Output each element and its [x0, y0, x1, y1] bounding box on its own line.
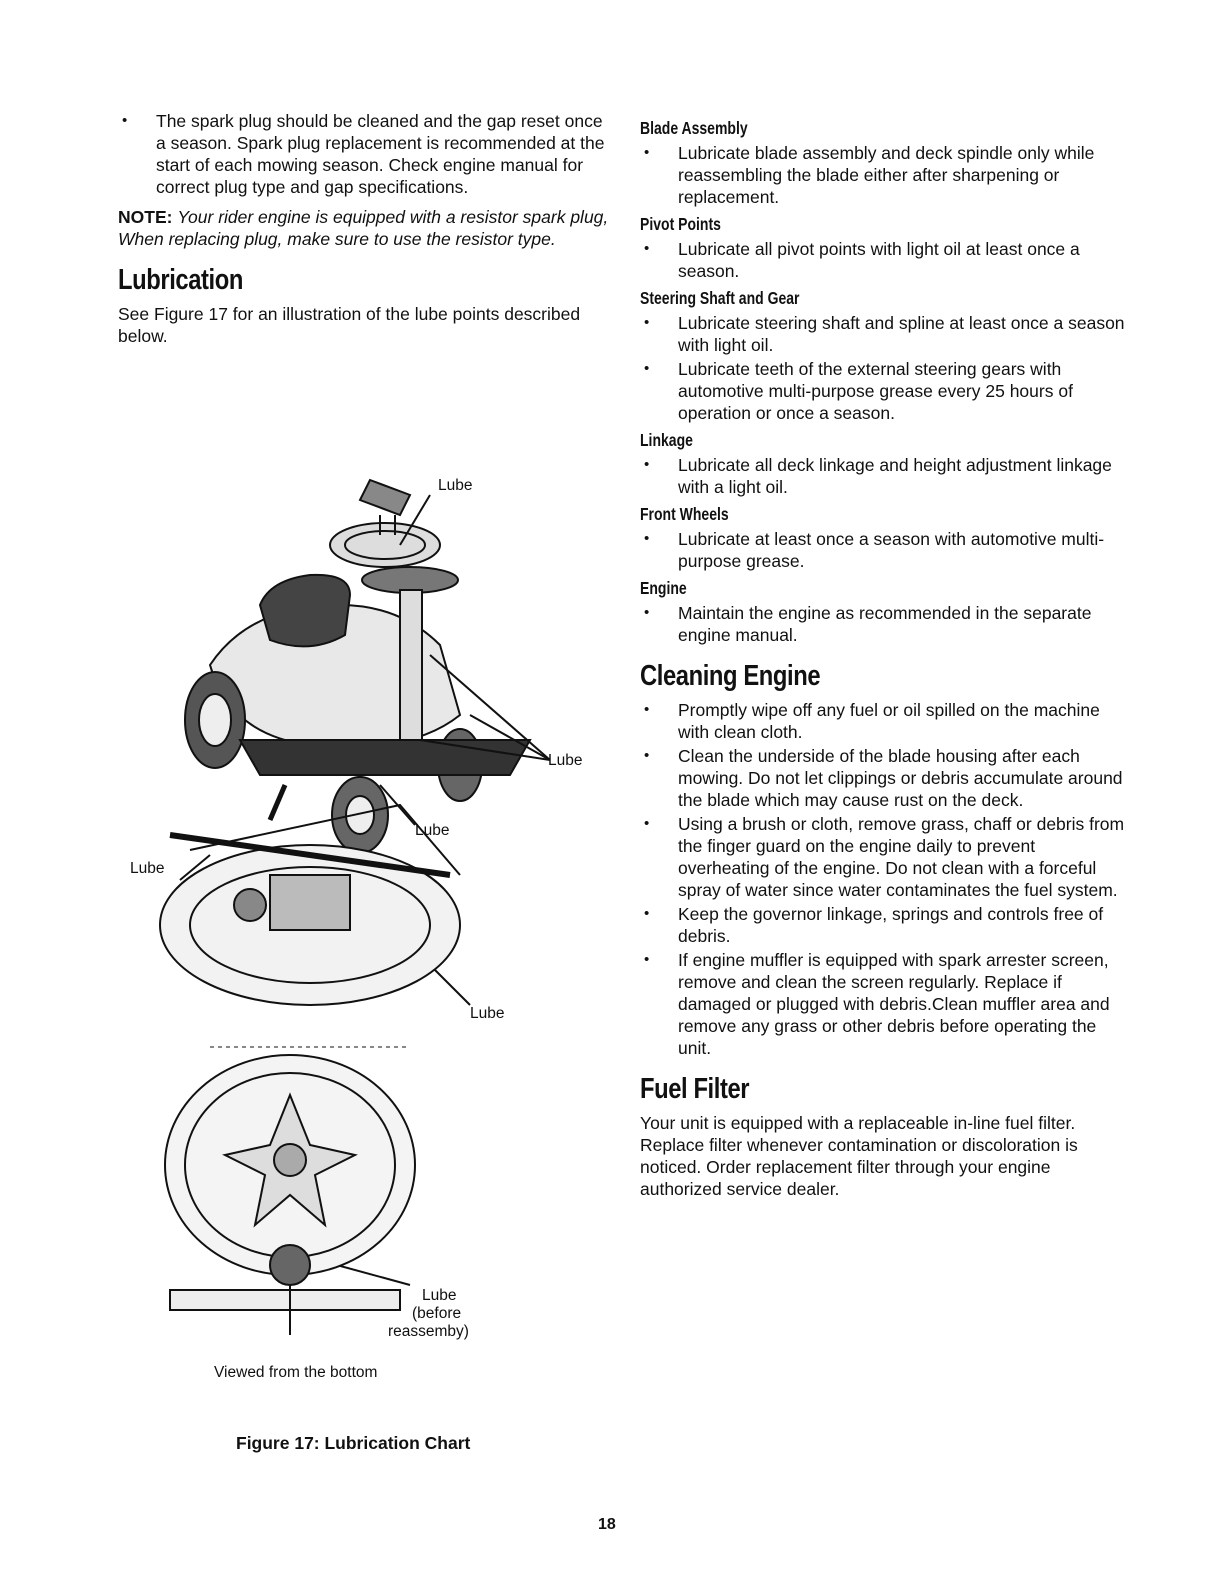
lubrication-figure [130, 455, 620, 1355]
front-wheels-list [640, 528, 1130, 572]
cleaning-engine-heading: Cleaning Engine [640, 660, 821, 692]
list-item: • If engine muffler is equipped with spark arrester screen, remove and clean the screen regularly. Replace if damaged or plugged with debris.Clean muffler area and remove any grass or other debris before operating the unit. [640, 949, 1130, 1059]
lube-before-line1: Lube [422, 1287, 457, 1304]
list-item: • Lubricate teeth of the external steering gears with automotive multi-purpose grease every 25 hours of operation or once a season. [640, 358, 1130, 424]
lube-label-deck: Lube [470, 1005, 505, 1022]
linkage-list [640, 454, 1130, 498]
lubrication-heading: Lubrication [118, 264, 243, 296]
list-item: • Lubricate all pivot points with light oil at least once a season. [640, 238, 1130, 282]
lube-before-line2: (before [412, 1305, 462, 1322]
lube-label-linkage: Lube [130, 860, 165, 877]
blade-assembly-heading: Blade Assembly [640, 118, 748, 138]
viewed-note: Viewed from the bottom [214, 1364, 378, 1381]
engine-heading: Engine [640, 578, 687, 598]
steering-list [640, 312, 1130, 424]
list-item: • Lubricate blade assembly and deck spindle only while reassembling the blade either after sharpening or replacement. [640, 142, 1130, 208]
list-item: • Maintain the engine as recommended in the separate engine manual. [640, 602, 1130, 646]
lube-label-wheel: Lube [415, 822, 450, 839]
lube-label-steering: Lube [438, 477, 473, 494]
pivot-points-heading: Pivot Points [640, 214, 721, 234]
list-item: • Lubricate at least once a season with automotive multi-purpose grease. [640, 528, 1130, 572]
fuel-filter-text: Your unit is equipped with a replaceable in-line fuel filter. Replace filter whenever contamination or discoloration is noticed. Order replacement filter through your engine authorized service dealer. [640, 1113, 1078, 1199]
fuel-filter-heading: Fuel Filter [640, 1073, 750, 1105]
note-paragraph [118, 206, 613, 250]
front-wheels-heading: Front Wheels [640, 504, 729, 524]
list-item: • Promptly wipe off any fuel or oil spilled on the machine with clean cloth. [640, 699, 1130, 743]
deck-illustration [160, 785, 460, 1005]
spark-plug-bullet: • The spark plug should be cleaned and the gap reset once a season. Spark plug replacement is recommended at the start of each mowing season. Check engine manual for correct plug type and gap specifications. [118, 110, 613, 198]
pivot-points-list [640, 238, 1130, 282]
list-item: • Clean the underside of the blade housing after each mowing. Do not let clippings or debris accumulate around the blade which may cause rust on the deck. [640, 745, 1130, 811]
list-item: • Keep the governor linkage, springs and controls free of debris. [640, 903, 1130, 947]
note-label: NOTE: [118, 207, 173, 227]
lubrication-intro: See Figure 17 for an illustration of the lube points described below. [118, 304, 581, 346]
left-column [118, 110, 613, 347]
spark-plug-list [118, 110, 613, 198]
list-item: • Using a brush or cloth, remove grass, chaff or debris from the finger guard on the engine daily to prevent overheating of the engine. Do not clean with a forceful spray of water since water contaminates the fuel system. [640, 813, 1130, 901]
right-column [640, 118, 1130, 1200]
note-text: Your rider engine is equipped with a resistor spark plug, When replacing plug, make sure to use the resistor type. [118, 207, 609, 249]
list-item: • Lubricate steering shaft and spline at least once a season with light oil. [640, 312, 1130, 356]
lube-label-front: Lube [548, 752, 583, 769]
page-number: 18 [598, 1516, 616, 1533]
steering-wheel-illustration [330, 480, 440, 567]
linkage-heading: Linkage [640, 430, 693, 450]
blade-assembly-list [640, 142, 1130, 208]
figure-caption: Figure 17: Lubrication Chart [236, 1433, 471, 1453]
list-item: • Lubricate all deck linkage and height adjustment linkage with a light oil. [640, 454, 1130, 498]
engine-list [640, 602, 1130, 646]
lubrication-diagram [150, 455, 620, 1355]
deck-bottom-illustration [165, 1047, 415, 1335]
tractor-illustration [185, 567, 530, 853]
cleaning-list [640, 699, 1130, 1059]
steering-heading: Steering Shaft and Gear [640, 288, 800, 308]
lube-before-line3: reassemby) [388, 1323, 469, 1340]
